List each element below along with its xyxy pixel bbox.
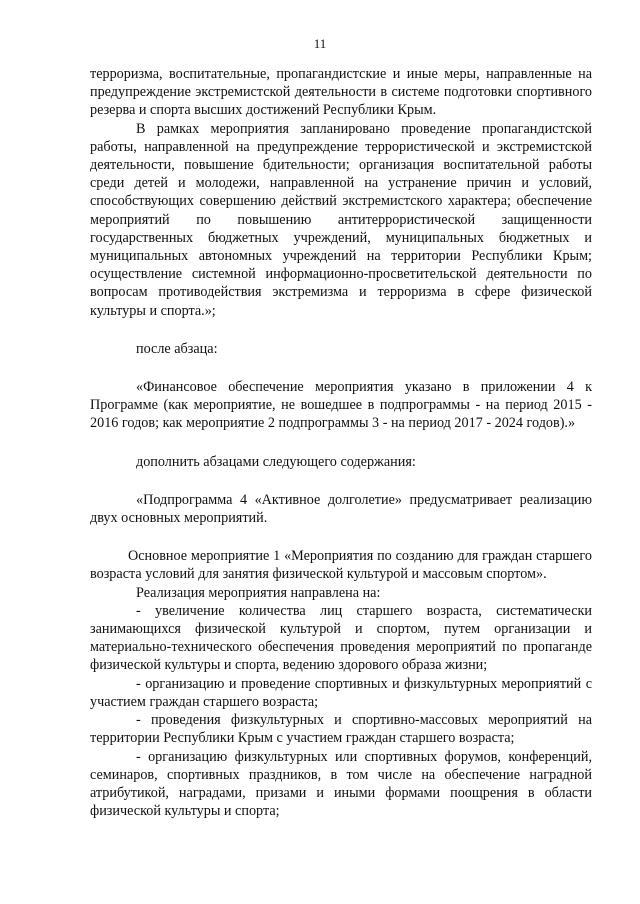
paragraph-event-description: В рамках мероприятия запланировано проведение пропагандистской работы, направленной на предупреждение террористической и экстремистской деятельности, повышение бдительности; организация воспитательной работы среди детей и молодежи, направленной на устранение причин и условий, способствующих совершению действий экстремистского характера; обеспечение мероприятий по повышению антитеррористической защищенности государственных бюджетных учреждений, муниципальных бюджетных и муниципальных автономных учреждений на территории Республики Крым; осуществление системной информационно-просветительской деятельности по вопросам противодействия экстремизма и терроризма в сфере физической культуры и спорта.»; — [90, 120, 592, 319]
paragraph-continuation: терроризма, воспитательные, пропагандистские и иные меры, направленные на предупреждение экстремистской деятельности в системе подготовки спортивного резерва и спорта высших достижений Республики Крым. — [90, 66, 592, 119]
paragraph-main-event-1: Основное мероприятие 1 «Мероприятия по созданию для граждан старшего возраста условий для занятия физической культурой и массовым спортом». — [90, 548, 592, 583]
paragraph-financing-quote: «Финансовое обеспечение мероприятия указано в приложении 4 к Программе (как мероприятие, не вошедшее в подпрограммы - на период 2015 - 2016 годов; как мероприятие 2 подпрограммы 3 - на период 2017 - 2024 годов).» — [90, 379, 592, 432]
list-item-mass-sport-events: - проведения физкультурных и спортивно-массовых мероприятий на территории Республики Крым с участием граждан старшего возраста; — [90, 712, 592, 747]
list-item-forums-conferences: - организацию физкультурных или спортивных форумов, конференций, семинаров, спортивных праздников, в том числе на обеспечение наградной атрибутикой, наградами, призами и иными формами поощрения в области физической культуры и спорта; — [90, 748, 592, 820]
paragraph-implementation-heading: Реализация мероприятия направлена на: — [136, 584, 381, 601]
document-body — [90, 65, 592, 820]
page-number: 11 — [313, 36, 327, 51]
list-item-increase-participants: - увеличение количества лиц старшего возраста, систематически занимающихся физической культурой и спортом, путем организации и материально-технического обеспечения проведения мероприятий по пропаганде физической культуры и спорта, ведению здорового образа жизни; — [90, 602, 592, 674]
paragraph-subprogram-4: «Подпрограмма 4 «Активное долголетие» предусматривает реализацию двух основных мероприятий. — [90, 491, 592, 527]
list-item-organize-events: - организацию и проведение спортивных и физкультурных мероприятий с участием граждан старшего возраста; — [90, 675, 592, 710]
paragraph-after-clause: после абзаца: — [136, 340, 218, 357]
paragraph-add-clauses: дополнить абзацами следующего содержания: — [136, 453, 416, 470]
